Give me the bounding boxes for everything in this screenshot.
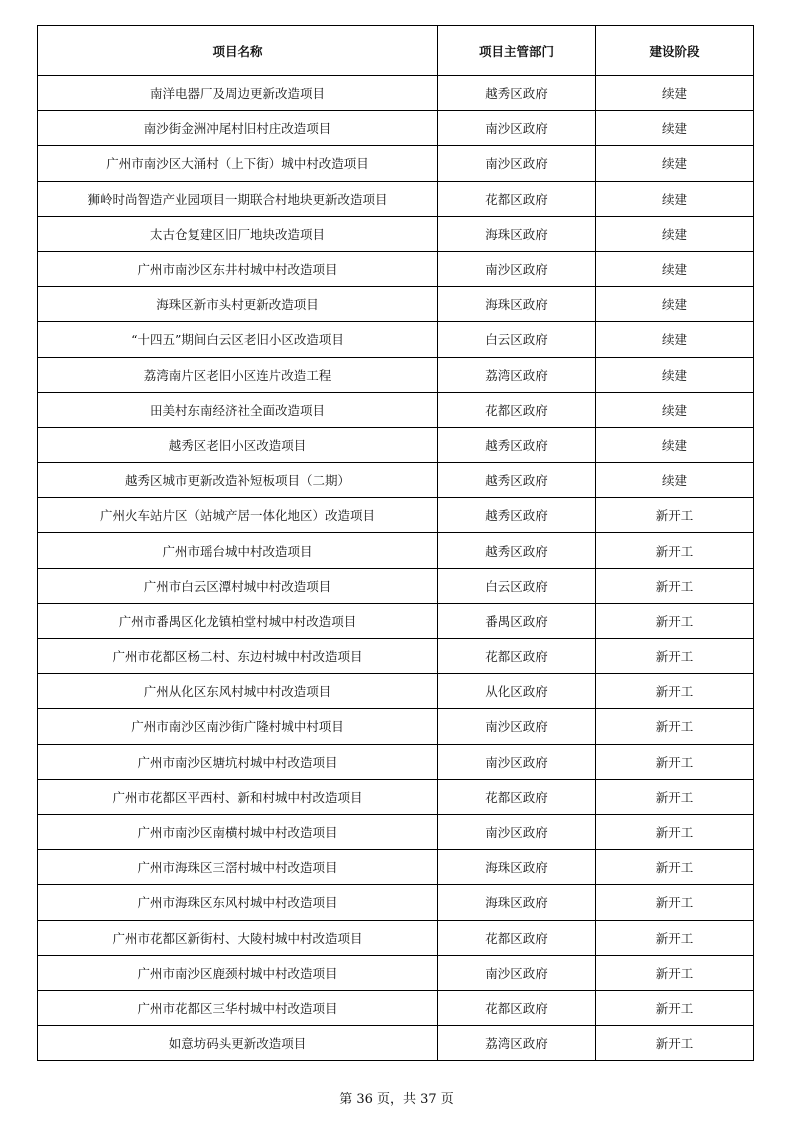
table-row [38, 392, 754, 427]
table-row [38, 850, 754, 885]
department-cell: 越秀区政府 [438, 427, 596, 462]
department-cell: 海珠区政府 [438, 287, 596, 322]
stage-cell: 续建 [596, 181, 754, 216]
page-number: 第 36 页，共 37 页 [339, 1092, 454, 1107]
stage-cell: 新开工 [596, 990, 754, 1025]
department-cell: 南沙区政府 [438, 709, 596, 744]
header-department: 项目主管部门 [438, 26, 596, 76]
project-name-cell: 如意坊码头更新改造项目 [38, 1026, 438, 1061]
stage-cell: 新开工 [596, 674, 754, 709]
department-cell: 花都区政府 [438, 639, 596, 674]
table-row [38, 639, 754, 674]
table-row [38, 674, 754, 709]
stage-cell: 续建 [596, 76, 754, 111]
project-name-cell: 广州火车站片区（站城产居一体化地区）改造项目 [38, 498, 438, 533]
department-cell: 南沙区政府 [438, 111, 596, 146]
department-cell: 荔湾区政府 [438, 1026, 596, 1061]
project-name-cell: 广州市南沙区南沙街广隆村城中村项目 [38, 709, 438, 744]
table-row [38, 709, 754, 744]
stage-cell: 新开工 [596, 814, 754, 849]
department-cell: 白云区政府 [438, 568, 596, 603]
table-row [38, 568, 754, 603]
header-stage: 建设阶段 [596, 26, 754, 76]
table-row [38, 216, 754, 251]
project-name-cell: 广州市瑶台城中村改造项目 [38, 533, 438, 568]
department-cell: 南沙区政府 [438, 955, 596, 990]
department-cell: 海珠区政府 [438, 885, 596, 920]
department-cell: 南沙区政府 [438, 146, 596, 181]
stage-cell: 续建 [596, 287, 754, 322]
stage-cell: 续建 [596, 463, 754, 498]
table-body [38, 76, 754, 1061]
department-cell: 从化区政府 [438, 674, 596, 709]
stage-cell: 新开工 [596, 920, 754, 955]
table-row [38, 251, 754, 286]
department-cell: 越秀区政府 [438, 498, 596, 533]
header-project-name: 项目名称 [38, 26, 438, 76]
table-row [38, 955, 754, 990]
stage-cell: 新开工 [596, 744, 754, 779]
project-name-cell: 狮岭时尚智造产业园项目一期联合村地块更新改造项目 [38, 181, 438, 216]
table-row [38, 111, 754, 146]
stage-cell: 新开工 [596, 850, 754, 885]
stage-cell: 续建 [596, 146, 754, 181]
project-name-cell: 广州市南沙区大涌村（上下街）城中村改造项目 [38, 146, 438, 181]
department-cell: 南沙区政府 [438, 814, 596, 849]
stage-cell: 新开工 [596, 603, 754, 638]
department-cell: 花都区政府 [438, 779, 596, 814]
table-row [38, 181, 754, 216]
project-name-cell: 广州从化区东风村城中村改造项目 [38, 674, 438, 709]
department-cell: 越秀区政府 [438, 463, 596, 498]
table-row [38, 463, 754, 498]
stage-cell: 续建 [596, 322, 754, 357]
department-cell: 白云区政府 [438, 322, 596, 357]
project-name-cell: 荔湾南片区老旧小区连片改造工程 [38, 357, 438, 392]
department-cell: 荔湾区政府 [438, 357, 596, 392]
table-row [38, 76, 754, 111]
table-row [38, 603, 754, 638]
project-name-cell: 广州市南沙区鹿颈村城中村改造项目 [38, 955, 438, 990]
table-header-row [38, 26, 754, 76]
stage-cell: 续建 [596, 251, 754, 286]
stage-cell: 新开工 [596, 955, 754, 990]
department-cell: 越秀区政府 [438, 76, 596, 111]
stage-cell: 新开工 [596, 1026, 754, 1061]
project-name-cell: 田美村东南经济社全面改造项目 [38, 392, 438, 427]
table-row [38, 498, 754, 533]
project-name-cell: 南沙街金洲冲尾村旧村庄改造项目 [38, 111, 438, 146]
project-name-cell: 广州市番禺区化龙镇柏堂村城中村改造项目 [38, 603, 438, 638]
table-row [38, 990, 754, 1025]
project-name-cell: 广州市南沙区塘坑村城中村改造项目 [38, 744, 438, 779]
project-name-cell: 太古仓复建区旧厂地块改造项目 [38, 216, 438, 251]
project-name-cell: 广州市花都区平西村、新和村城中村改造项目 [38, 779, 438, 814]
department-cell: 花都区政府 [438, 181, 596, 216]
stage-cell: 新开工 [596, 533, 754, 568]
department-cell: 越秀区政府 [438, 533, 596, 568]
table-row [38, 427, 754, 462]
stage-cell: 新开工 [596, 498, 754, 533]
project-table [37, 25, 754, 1061]
stage-cell: 续建 [596, 427, 754, 462]
table-row [38, 885, 754, 920]
stage-cell: 续建 [596, 392, 754, 427]
table-row [38, 814, 754, 849]
table-row [38, 533, 754, 568]
department-cell: 花都区政府 [438, 392, 596, 427]
project-name-cell: 广州市南沙区东井村城中村改造项目 [38, 251, 438, 286]
project-name-cell: 南洋电器厂及周边更新改造项目 [38, 76, 438, 111]
project-name-cell: 越秀区城市更新改造补短板项目（二期） [38, 463, 438, 498]
project-name-cell: 广州市花都区新街村、大陵村城中村改造项目 [38, 920, 438, 955]
table-row [38, 779, 754, 814]
table-row [38, 357, 754, 392]
project-name-cell: 广州市海珠区三滘村城中村改造项目 [38, 850, 438, 885]
table-row [38, 1026, 754, 1061]
project-name-cell: 广州市白云区潭村城中村改造项目 [38, 568, 438, 603]
stage-cell: 新开工 [596, 885, 754, 920]
project-name-cell: 广州市海珠区东风村城中村改造项目 [38, 885, 438, 920]
stage-cell: 续建 [596, 357, 754, 392]
department-cell: 海珠区政府 [438, 216, 596, 251]
stage-cell: 续建 [596, 216, 754, 251]
project-name-cell: 广州市南沙区南横村城中村改造项目 [38, 814, 438, 849]
project-name-cell: 广州市花都区杨二村、东边村城中村改造项目 [38, 639, 438, 674]
department-cell: 南沙区政府 [438, 251, 596, 286]
department-cell: 海珠区政府 [438, 850, 596, 885]
table-row [38, 146, 754, 181]
project-name-cell: 海珠区新市头村更新改造项目 [38, 287, 438, 322]
department-cell: 花都区政府 [438, 990, 596, 1025]
stage-cell: 新开工 [596, 639, 754, 674]
department-cell: 番禺区政府 [438, 603, 596, 638]
department-cell: 花都区政府 [438, 920, 596, 955]
table-row [38, 322, 754, 357]
project-name-cell: 越秀区老旧小区改造项目 [38, 427, 438, 462]
project-name-cell: 广州市花都区三华村城中村改造项目 [38, 990, 438, 1025]
department-cell: 南沙区政府 [438, 744, 596, 779]
stage-cell: 新开工 [596, 709, 754, 744]
stage-cell: 续建 [596, 111, 754, 146]
table-row [38, 920, 754, 955]
stage-cell: 新开工 [596, 568, 754, 603]
table-row [38, 287, 754, 322]
project-name-cell: “十四五”期间白云区老旧小区改造项目 [38, 322, 438, 357]
table-row [38, 744, 754, 779]
stage-cell: 新开工 [596, 779, 754, 814]
